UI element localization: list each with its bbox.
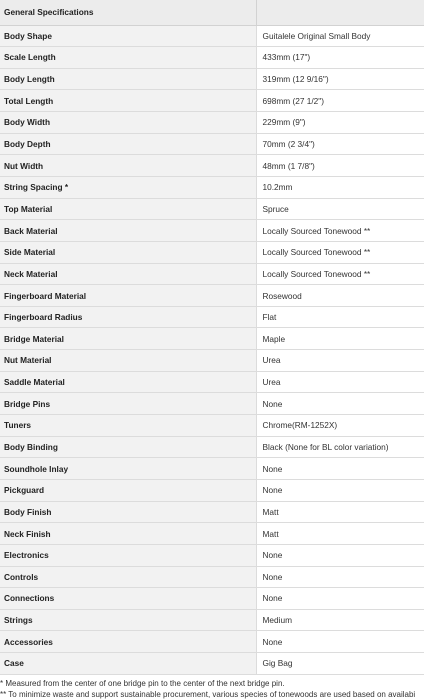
- spec-value: Rosewood: [256, 285, 424, 307]
- spec-label: Pickguard: [0, 479, 256, 501]
- table-row: [0, 350, 424, 372]
- table-row: [0, 133, 424, 155]
- spec-value: Urea: [256, 350, 424, 372]
- spec-label: Controls: [0, 566, 256, 588]
- table-row: [0, 155, 424, 177]
- spec-label: Nut Material: [0, 350, 256, 372]
- table-row: [0, 198, 424, 220]
- spec-value: Locally Sourced Tonewood **: [256, 241, 424, 263]
- spec-value: None: [256, 544, 424, 566]
- spec-value: Locally Sourced Tonewood **: [256, 220, 424, 242]
- table-row: [0, 479, 424, 501]
- footnote-tonewood: ** To minimize waste and support sustainable procurement, various species of tonewoods are used based on availabi: [0, 689, 416, 699]
- table-row: [0, 371, 424, 393]
- spec-label: Total Length: [0, 90, 256, 112]
- spec-value: None: [256, 588, 424, 610]
- spec-label: Body Shape: [0, 25, 256, 47]
- table-row: [0, 458, 424, 480]
- spec-value: None: [256, 458, 424, 480]
- table-row: [0, 328, 424, 350]
- table-row: [0, 25, 424, 47]
- spec-value: 319mm (12 9/16"): [256, 68, 424, 90]
- spec-label: Side Material: [0, 241, 256, 263]
- table-row: [0, 176, 424, 198]
- spec-value: None: [256, 566, 424, 588]
- table-row: [0, 285, 424, 307]
- spec-value: 48mm (1 7/8"): [256, 155, 424, 177]
- spec-label: Strings: [0, 609, 256, 631]
- spec-value: 70mm (2 3/4"): [256, 133, 424, 155]
- table-row: [0, 631, 424, 653]
- spec-label: Body Length: [0, 68, 256, 90]
- spec-value: Urea: [256, 371, 424, 393]
- spec-label: Body Width: [0, 112, 256, 134]
- table-row: [0, 241, 424, 263]
- spec-label: Bridge Material: [0, 328, 256, 350]
- spec-label: Body Binding: [0, 436, 256, 458]
- table-row: [0, 90, 424, 112]
- spec-label: Tuners: [0, 415, 256, 437]
- spec-value: None: [256, 631, 424, 653]
- spec-header-title: General Specifications: [0, 0, 256, 25]
- spec-label: Top Material: [0, 198, 256, 220]
- table-row: [0, 588, 424, 610]
- spec-value: 698mm (27 1/2"): [256, 90, 424, 112]
- spec-value: Matt: [256, 523, 424, 545]
- spec-value: Locally Sourced Tonewood **: [256, 263, 424, 285]
- table-row: [0, 220, 424, 242]
- footnote-string-spacing: * Measured from the center of one bridge pin to the center of the next bridge pin.: [0, 679, 285, 688]
- spec-label: Bridge Pins: [0, 393, 256, 415]
- spec-label: Body Depth: [0, 133, 256, 155]
- spec-label: Accessories: [0, 631, 256, 653]
- spec-label: Fingerboard Radius: [0, 306, 256, 328]
- table-row: [0, 415, 424, 437]
- spec-label: Back Material: [0, 220, 256, 242]
- table-row: [0, 436, 424, 458]
- table-row: [0, 263, 424, 285]
- spec-value: 229mm (9"): [256, 112, 424, 134]
- spec-label: Neck Finish: [0, 523, 256, 545]
- spec-value: Medium: [256, 609, 424, 631]
- spec-label: Saddle Material: [0, 371, 256, 393]
- spec-label: Fingerboard Material: [0, 285, 256, 307]
- table-row: [0, 653, 424, 675]
- spec-header-row: [0, 0, 424, 25]
- table-row: [0, 47, 424, 69]
- spec-label: Soundhole Inlay: [0, 458, 256, 480]
- spec-label: Body Finish: [0, 501, 256, 523]
- spec-value: Gig Bag: [256, 653, 424, 675]
- table-row: [0, 112, 424, 134]
- table-row: [0, 544, 424, 566]
- spec-value: Guitalele Original Small Body: [256, 25, 424, 47]
- spec-label: Scale Length: [0, 47, 256, 69]
- spec-value: Flat: [256, 306, 424, 328]
- spec-value: None: [256, 479, 424, 501]
- table-row: [0, 609, 424, 631]
- spec-label: String Spacing *: [0, 176, 256, 198]
- spec-value: Spruce: [256, 198, 424, 220]
- table-row: [0, 68, 424, 90]
- spec-label: Connections: [0, 588, 256, 610]
- footnotes: [0, 679, 424, 700]
- spec-label: Neck Material: [0, 263, 256, 285]
- table-row: [0, 393, 424, 415]
- spec-label: Case: [0, 653, 256, 675]
- spec-value: None: [256, 393, 424, 415]
- table-row: [0, 501, 424, 523]
- spec-value: Matt: [256, 501, 424, 523]
- spec-label: Electronics: [0, 544, 256, 566]
- table-row: [0, 523, 424, 545]
- table-row: [0, 566, 424, 588]
- spec-value: 433mm (17"): [256, 47, 424, 69]
- spec-value: Maple: [256, 328, 424, 350]
- table-row: [0, 306, 424, 328]
- spec-value: 10.2mm: [256, 176, 424, 198]
- spec-label: Nut Width: [0, 155, 256, 177]
- spec-header-value: [256, 0, 424, 25]
- spec-value: Chrome(RM-1252X): [256, 415, 424, 437]
- spec-value: Black (None for BL color variation): [256, 436, 424, 458]
